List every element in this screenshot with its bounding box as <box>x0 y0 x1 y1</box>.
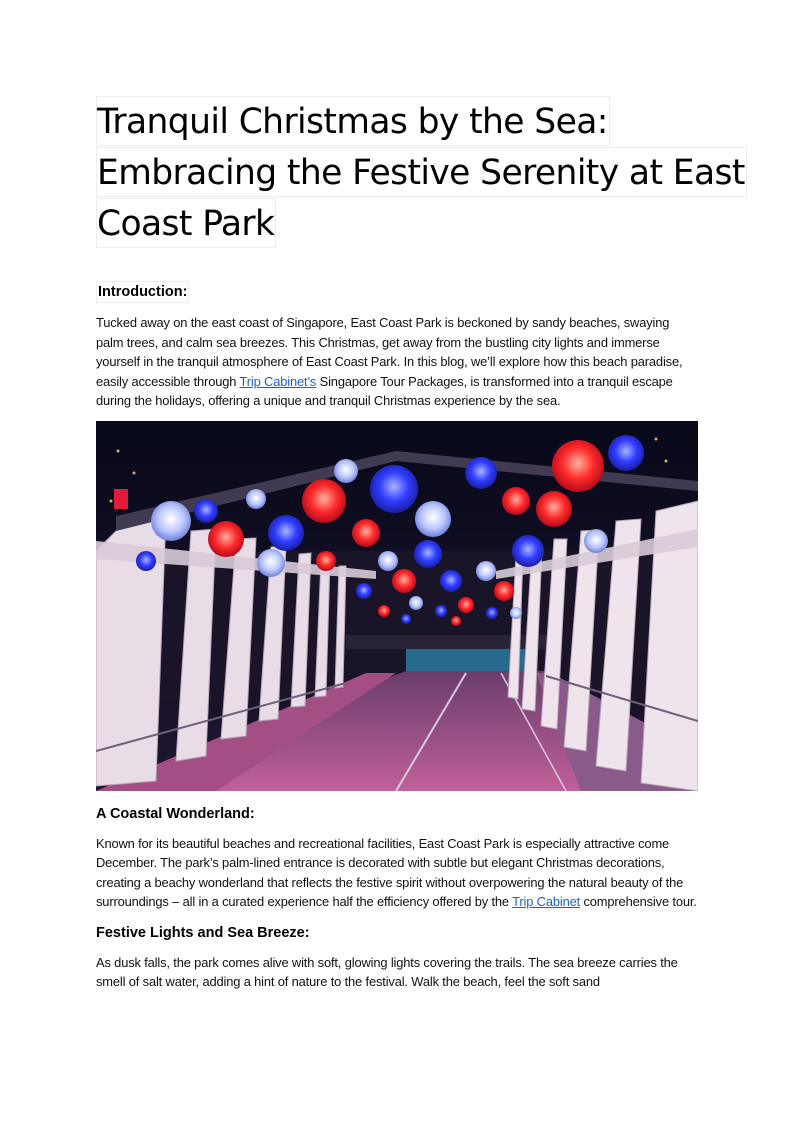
section1-text-end: comprehensive tour. <box>580 894 697 909</box>
coastal-wonderland-paragraph <box>96 834 698 912</box>
trip-cabinet-tour-link[interactable]: Trip Cabinet <box>512 894 581 909</box>
christmas-lights-walkway-photo-icon <box>96 421 698 791</box>
intro-text-start: Tucked away on the east coast of Singapore, East Coast Park is beckoned by sandy beaches, swaying palm trees, and calm sea breezes. This Christmas, get away from the bustling city lights and immerse yourself in the tranquil atmosphere of East Coast Park. In this blog, we’ll explore how this beach paradise, easily accessible through <box>96 315 683 389</box>
trip-cabinet-link[interactable]: Trip Cabinet’s <box>239 373 317 389</box>
page-title <box>96 96 745 249</box>
title-line-3: Coast Park <box>96 198 276 248</box>
section1-text-start: Known for its beautiful beaches and recreational facilities, East Coast Park is especially attractive come December. The park’s palm-lined entrance is decorated with subtle but elegant Christmas decorations, creating a beachy wonderland that reflects the festive spirit without overpowering the natural beauty of the surroundings – all in a curated experience half the efficiency offered by the <box>96 835 684 909</box>
document-page <box>96 96 745 992</box>
title-line-2: Embracing the Festive Serenity at East <box>96 147 747 197</box>
festive-lights-heading: Festive Lights and Sea Breeze: <box>96 924 310 941</box>
christmas-lights-photo <box>96 421 698 791</box>
introduction-paragraph <box>96 313 698 411</box>
introduction-heading: Introduction: <box>96 281 189 303</box>
coastal-wonderland-heading: A Coastal Wonderland: <box>96 805 255 822</box>
festive-lights-paragraph: As dusk falls, the park comes alive with soft, glowing lights covering the trails. The sea breeze carries the smell of salt water, adding a hint of nature to the festival. Walk the beach, feel the soft sand <box>96 954 678 989</box>
intro-text-end: Singapore Tour Packages, is transformed into a tranquil escape during the holidays, offering a unique and tranquil Christmas experience by the sea. <box>96 373 673 408</box>
title-line-1: Tranquil Christmas by the Sea: <box>96 96 610 146</box>
